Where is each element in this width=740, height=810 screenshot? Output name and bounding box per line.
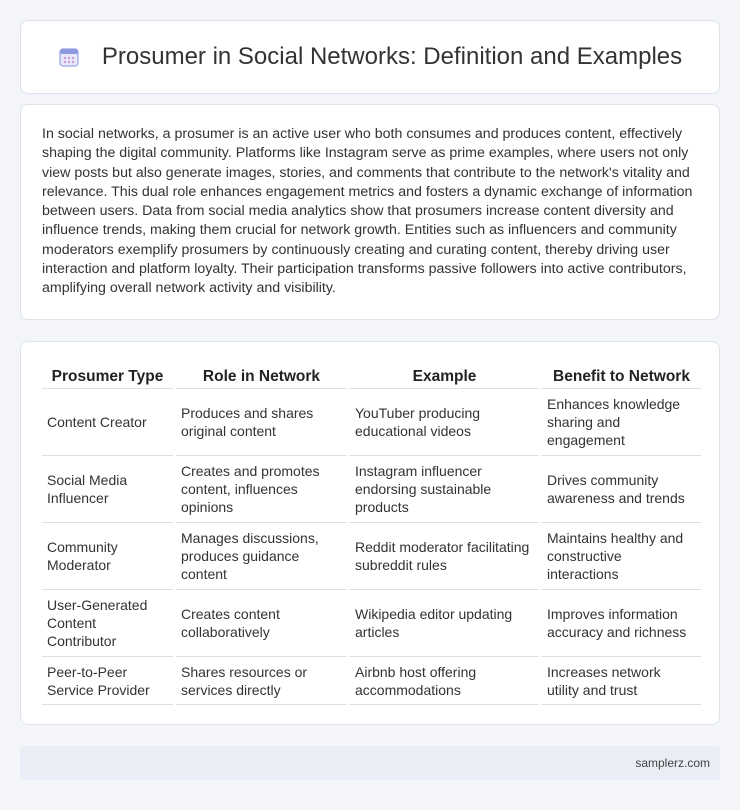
prosumer-table	[39, 362, 704, 705]
table-cell: Creates and promotes content, influences opinions	[176, 456, 347, 523]
intro-card	[20, 104, 720, 320]
table-cell: Airbnb host offering accommodations	[350, 657, 539, 705]
column-header: Role in Network	[176, 362, 347, 389]
table-cell: Drives community awareness and trends	[542, 456, 701, 523]
table-cell: Peer-to-Peer Service Provider	[42, 657, 173, 705]
calendar-icon	[58, 46, 80, 68]
title-card	[20, 20, 720, 94]
table-cell: Shares resources or services directly	[176, 657, 347, 705]
table-cell: Produces and shares original content	[176, 389, 347, 456]
table-cell: Content Creator	[42, 389, 173, 456]
table-cell: Manages discussions, produces guidance content	[176, 523, 347, 590]
table-cell: Instagram influencer endorsing sustainable products	[350, 456, 539, 523]
footer-site-link[interactable]: samplerz.com	[635, 756, 710, 770]
column-header: Prosumer Type	[42, 362, 173, 389]
table-cell: Creates content collaboratively	[176, 590, 347, 657]
page-title: Prosumer in Social Networks: Definition and Examples	[101, 43, 683, 70]
table-row	[42, 590, 701, 657]
table-cell: Wikipedia editor updating articles	[350, 590, 539, 657]
table-row	[42, 456, 701, 523]
table-card	[20, 341, 720, 725]
table-cell: Community Moderator	[42, 523, 173, 590]
column-header: Benefit to Network	[542, 362, 701, 389]
column-header: Example	[350, 362, 539, 389]
table-row	[42, 389, 701, 456]
table-cell: Increases network utility and trust	[542, 657, 701, 705]
table-row	[42, 523, 701, 590]
table-cell: Maintains healthy and constructive interactions	[542, 523, 701, 590]
table-row	[42, 657, 701, 705]
table-cell: Reddit moderator facilitating subreddit rules	[350, 523, 539, 590]
intro-paragraph: In social networks, a prosumer is an active user who both consumes and produces content, effectively shaping the digital community. Platforms like Instagram serve as prime examples, where users not only view posts but also generate images, stories, and comments that contribute to the network's vitality and relevance. This dual role enhances engagement metrics and fosters a dynamic exchange of information between users. Data from social media analytics show that prosumers increase content diversity and influence trends, making them crucial for network growth. Entities such as influencers and community moderators exemplify prosumers by continuously creating and curating content, thereby driving user interaction and platform loyalty. Their participation transforms passive followers into active contributors, amplifying overall network activity and visibility.	[42, 126, 693, 297]
table-cell: User-Generated Content Contributor	[42, 590, 173, 657]
table-cell: Enhances knowledge sharing and engagement	[542, 389, 701, 456]
table-cell: YouTuber producing educational videos	[350, 389, 539, 456]
table-cell: Improves information accuracy and richness	[542, 590, 701, 657]
table-header-row	[42, 362, 701, 389]
footer-bar	[20, 746, 720, 780]
table-cell: Social Media Influencer	[42, 456, 173, 523]
